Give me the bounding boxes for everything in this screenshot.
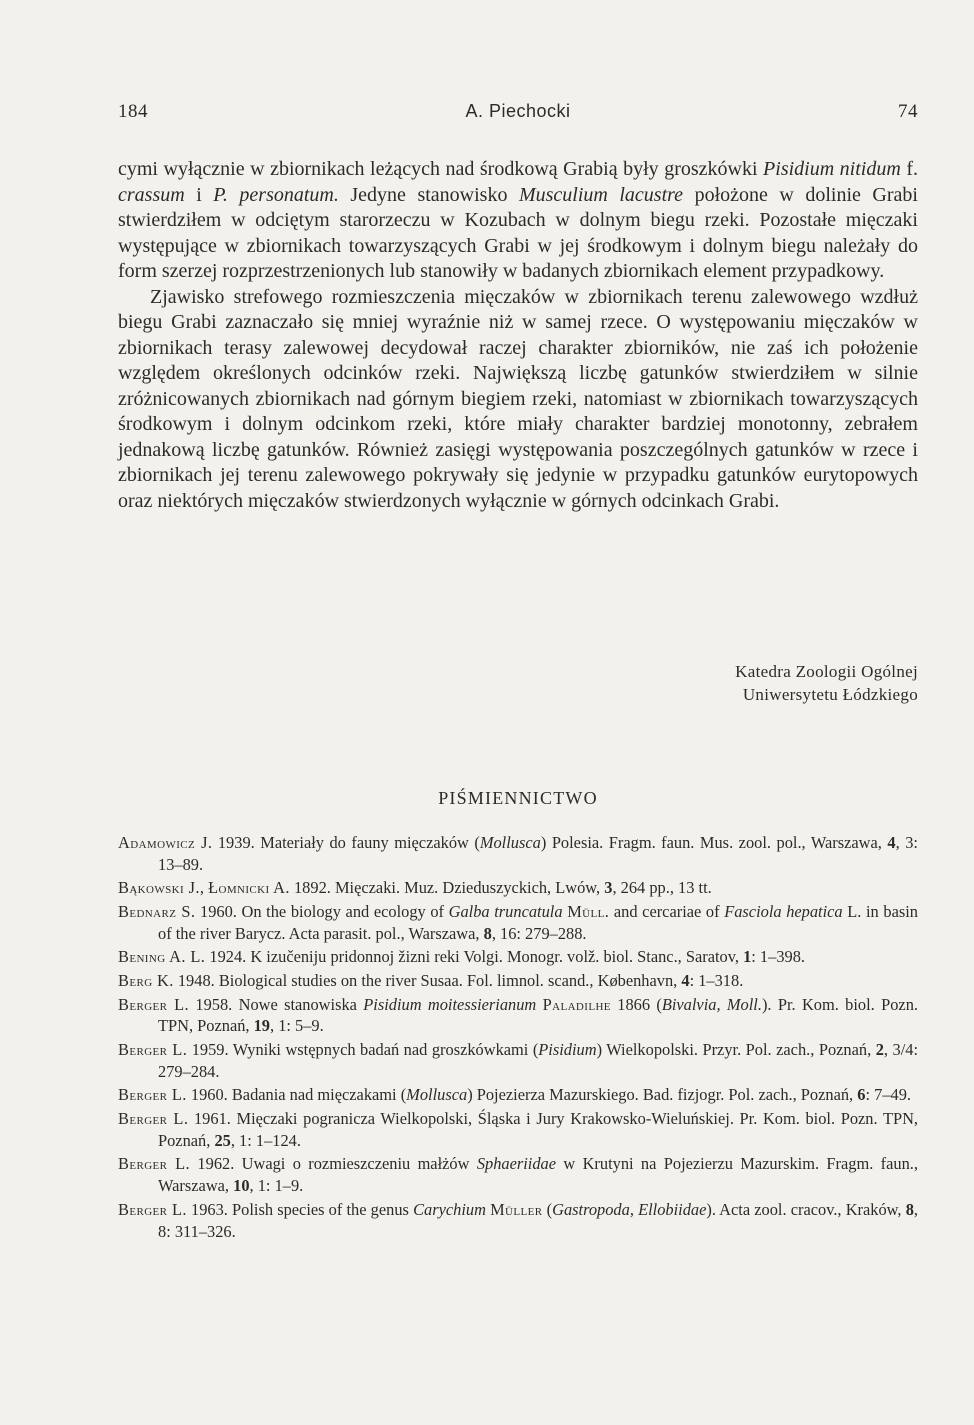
reference-entry: Bednarz S. 1960. On the biology and ecology of Galba truncatula Müll. and cercariae of Fasciola hepatica L. in basin of the river Barycz. Acta parasit. pol., Warszawa, 8, 16: 279–288. [118, 901, 918, 943]
body-text [118, 157, 918, 514]
italic-term: Mollusca [406, 1085, 468, 1105]
volume-number: 19 [253, 1016, 270, 1036]
volume-number: 8 [905, 1199, 914, 1219]
author-name: Berger L. [118, 994, 190, 1014]
italic-term: P. personatum. [213, 183, 339, 206]
volume-number: 4 [887, 833, 896, 852]
reference-entry: Berger L. 1963. Polish species of the genus Carychium Müller (Gastropoda, Ellobiidae). Acta zool. cracov., Kraków, 8, 8: 311–326. [118, 1199, 918, 1241]
paragraph-1: cymi wyłącznie w zbiornikach leżących nad środkową Grabią były groszkówki Pisidium nitidum f. crassum i P. personatum. Jedyne stanowisko Musculium lacustre położone w dolinie Grabi stwierdziłem w odciętym starorzeczu w Kozubach w dolnym biegu rzeki. Pozostałe mięczaki występujące w zbiornikach towarzyszących Grabi w jej środkowym i dolnym biegu należały do form szerzej rozprzestrzenionych lub stanowiły w badanych zbiornikach element przypadkowy. [118, 158, 918, 282]
author-name: Adamowicz J. [118, 833, 213, 852]
italic-term: Pisidium [538, 1039, 597, 1059]
author-name: Paladilhe [542, 994, 611, 1014]
affiliation-line-2: Uniwersytetu Łódzkiego [742, 685, 918, 704]
italic-term: Pisidium moitessierianum [363, 994, 537, 1014]
page-number-right: 74 [898, 101, 918, 122]
paragraph-2: Zjawisko strefowego rozmieszczenia mięczaków w zbiornikach terenu zalewowego wzdłuż biegu Grabi zaznaczało się mniej wyraźnie niż w samej rzece. O występowaniu mięczaków w zbiornikach terasy zalewowej decydował raczej charakter zbiorników, nie zaś ich położenie względem określonych odcinków rzeki. Największą liczbę gatunków stwierdziłem w silnie zróżnicowanych zbiornikach nad górnym biegiem rzeki, natomiast w zbiornikach towarzyszących środkowym i dolnym odcinkom rzeki, które miały charakter bardziej monotonny, zebrałem jednakową liczbę gatunków. Również zasięgi występowania poszczególnych gatunków w rzece i zbiornikach jej terenu zalewowego pokrywały się jedynie w przypadku gatunków eurytopowych oraz niektórych mięczaków stwierdzonych wyłącznie w górnych odcinkach Grabi. [118, 285, 918, 512]
affiliation-line-1: Katedra Zoologii Ogólnej [735, 662, 918, 681]
author-name: Berger L. [118, 1199, 187, 1219]
author-name: Bening A. L. [118, 947, 206, 967]
reference-entry: Bąkowski J., Łomnicki A. 1892. Mięczaki. Muz. Dzieduszyckich, Lwów, 3, 264 pp., 13 tt. [118, 878, 712, 898]
author-name: Berger L. [118, 1085, 187, 1105]
author-name: Müller [490, 1199, 543, 1219]
affiliation [600, 660, 918, 706]
italic-term: Gastropoda, Ellobiidae [552, 1199, 707, 1219]
volume-number: 10 [233, 1176, 250, 1196]
volume-number: 2 [875, 1039, 884, 1059]
volume-number: 6 [857, 1085, 866, 1105]
reference-entry: Berger L. 1959. Wyniki wstępnych badań nad groszkówkami (Pisidium) Wielkopolski. Przyr. Pol. zach., Poznań, 2, 3/4: 279–284. [118, 1039, 918, 1081]
volume-number: 8 [483, 923, 492, 943]
italic-term: crassum [118, 183, 185, 206]
italic-term: Mollusca [479, 833, 541, 852]
reference-entry: Bening A. L. 1924. K izučeniju pridonnoj žizni reki Volgi. Monogr. volž. biol. Stanc., Saratov, 1: 1–398. [118, 947, 806, 967]
references-list [118, 832, 918, 1244]
volume-number: 3 [604, 878, 613, 898]
italic-term: Bivalvia, Moll. [661, 994, 762, 1014]
reference-entry: Berger L. 1961. Mięczaki pogranicza Wielkopolski, Śląska i Jury Krakowsko-Wieluńskiej. Pr. Kom. biol. Pozn. TPN, Poznań, 25, 1: 1–124. [118, 1108, 919, 1150]
author-name: Berger L. [118, 1108, 189, 1128]
volume-number: 25 [214, 1130, 231, 1150]
reference-entry: Adamowicz J. 1939. Materiały do fauny mięczaków (Mollusca) Polesia. Fragm. faun. Mus. zool. pol., Warszawa, 4, 3: 13–89. [118, 833, 918, 874]
italic-term: Carychium [413, 1199, 486, 1219]
reference-entry: Berger L. 1962. Uwagi o rozmieszczeniu małżów Sphaeriidae w Krutyni na Pojezierzu Mazurskim. Fragm. faun., Warszawa, 10, 1: 1–9. [118, 1154, 918, 1196]
author-name: Berger L. [118, 1039, 188, 1059]
reference-entry: Berg K. 1948. Biological studies on the river Susaa. Fol. limnol. scand., København, 4: 1–318. [118, 970, 744, 990]
italic-term: Galba truncatula [448, 901, 563, 921]
reference-entry: Berger L. 1960. Badania nad mięczakami (Mollusca) Pojezierza Mazurskiego. Bad. fizjogr. Pol. zach., Poznań, 6: 7–49. [118, 1085, 911, 1105]
italic-term: Pisidium nitidum [763, 158, 901, 180]
italic-term: Musculium lacustre [518, 183, 684, 206]
author-name: Berger L. [118, 1154, 191, 1174]
running-head [118, 101, 918, 129]
volume-number: 4 [681, 970, 690, 990]
running-head-author: A. Piechocki [465, 101, 571, 121]
author-name: Bąkowski J. [118, 878, 200, 898]
references-heading: PIŚMIENNICTWO [438, 788, 598, 808]
author-name: Bednarz S. [118, 901, 196, 921]
author-name: Müll. [567, 901, 610, 921]
reference-entry: Berger L. 1958. Nowe stanowiska Pisidium moitessierianum Paladilhe 1866 (Bivalvia, Moll.). Pr. Kom. biol. Pozn. TPN, Poznań, 19, 1: 5–9. [118, 994, 918, 1036]
volume-number: 1 [743, 947, 752, 967]
italic-term: Sphaeriidae [476, 1154, 557, 1174]
author-name: Berg K. [118, 970, 174, 990]
author-name: Łomnicki A. [208, 878, 290, 898]
page-number-left: 184 [118, 101, 148, 122]
italic-term: Fasciola hepatica [724, 901, 843, 921]
